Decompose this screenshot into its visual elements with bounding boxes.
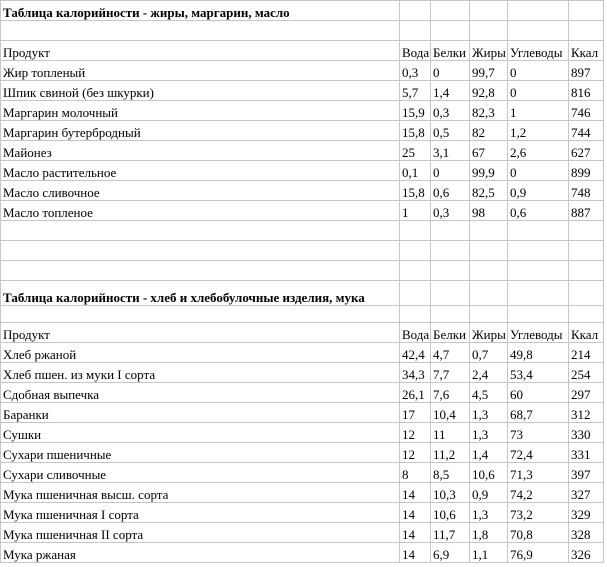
column-header-water[interactable]: Вода [400,323,431,343]
empty-cell[interactable] [508,221,569,241]
cell-product[interactable]: Сухари пшеничные [1,443,400,463]
cell-carbs[interactable]: 76,9 [508,543,569,563]
empty-cell[interactable] [400,221,431,241]
empty-cell[interactable] [470,1,508,21]
cell-protein[interactable]: 11,7 [431,523,470,543]
cell-fat[interactable]: 4,5 [470,383,508,403]
column-header-product[interactable]: Продукт [1,323,400,343]
column-header-product[interactable]: Продукт [1,41,400,61]
cell-product[interactable]: Мука пшеничная I сорта [1,503,400,523]
table-row [1,403,604,423]
cell-fat[interactable]: 99,7 [470,61,508,81]
cell-kcal[interactable]: 254 [569,363,604,383]
cell-carbs[interactable]: 73 [508,423,569,443]
cell-water[interactable]: 25 [400,141,431,161]
table-row [1,363,604,383]
section2-header-row [1,323,604,343]
cell-fat[interactable]: 92,8 [470,81,508,101]
empty-cell[interactable] [431,1,470,21]
cell-fat[interactable]: 1,1 [470,543,508,563]
empty-cell[interactable] [431,21,470,41]
cell-product[interactable]: Сушки [1,423,400,443]
empty-cell[interactable] [508,241,569,261]
section2-title-row [1,281,604,306]
empty-cell[interactable] [508,1,569,21]
cell-kcal[interactable]: 627 [569,141,604,161]
table-row [1,101,604,121]
cell-protein[interactable]: 6,9 [431,543,470,563]
empty-cell[interactable] [569,281,604,306]
cell-carbs[interactable]: 60 [508,383,569,403]
cell-carbs[interactable]: 0,6 [508,201,569,221]
cell-protein[interactable]: 0,6 [431,181,470,201]
empty-cell[interactable] [569,261,604,281]
cell-product[interactable]: Маргарин бутербродный [1,121,400,141]
cell-carbs[interactable]: 1 [508,101,569,121]
cell-water[interactable]: 5,7 [400,81,431,101]
cell-fat[interactable]: 1,3 [470,423,508,443]
column-header-fat[interactable]: Жиры [470,41,508,61]
cell-water[interactable]: 8 [400,463,431,483]
cell-water[interactable]: 14 [400,503,431,523]
cell-carbs[interactable]: 70,8 [508,523,569,543]
cell-kcal[interactable]: 328 [569,523,604,543]
cell-fat[interactable]: 10,6 [470,463,508,483]
section1-title[interactable]: Таблица калорийности - жиры, маргарин, масло [1,1,400,21]
cell-carbs[interactable]: 0,9 [508,181,569,201]
empty-cell[interactable] [400,281,431,306]
cell-carbs[interactable]: 0 [508,161,569,181]
blank-row [1,221,604,241]
empty-cell[interactable] [431,221,470,241]
cell-kcal[interactable]: 899 [569,161,604,181]
table-row [1,61,604,81]
cell-kcal[interactable]: 397 [569,463,604,483]
cell-carbs[interactable]: 1,2 [508,121,569,141]
column-header-fat[interactable]: Жиры [470,323,508,343]
section1-header-row [1,41,604,61]
column-header-protein[interactable]: Белки [431,323,470,343]
empty-cell[interactable] [400,1,431,21]
empty-cell[interactable] [431,261,470,281]
cell-product[interactable]: Майонез [1,141,400,161]
cell-kcal[interactable]: 312 [569,403,604,423]
cell-protein[interactable]: 0,3 [431,101,470,121]
cell-fat[interactable]: 82,5 [470,181,508,201]
cell-water[interactable]: 14 [400,523,431,543]
cell-water[interactable]: 34,3 [400,363,431,383]
cell-fat[interactable]: 1,4 [470,443,508,463]
cell-carbs[interactable]: 73,2 [508,503,569,523]
empty-cell[interactable] [569,221,604,241]
cell-water[interactable]: 17 [400,403,431,423]
cell-protein[interactable]: 7,7 [431,363,470,383]
cell-protein[interactable]: 1,4 [431,81,470,101]
cell-kcal[interactable]: 329 [569,503,604,523]
cell-product[interactable]: Хлеб ржаной [1,343,400,363]
section2-title[interactable]: Таблица калорийности - хлеб и хлебобулочные изделия, мука [1,281,400,306]
spreadsheet-body [1,1,604,563]
cell-product[interactable]: Масло топленое [1,201,400,221]
table-row [1,423,604,443]
table-row [1,523,604,543]
empty-cell[interactable] [569,21,604,41]
table-row [1,503,604,523]
column-header-carbs[interactable]: Углеводы [508,323,569,343]
empty-cell[interactable] [470,21,508,41]
empty-cell[interactable] [1,241,400,261]
blank-row [1,21,604,41]
table-row [1,181,604,201]
table-row [1,443,604,463]
cell-kcal[interactable]: 214 [569,343,604,363]
blank-row [1,306,604,323]
empty-cell[interactable] [431,281,470,306]
cell-protein[interactable]: 11,2 [431,443,470,463]
cell-kcal[interactable]: 816 [569,81,604,101]
cell-product[interactable]: Баранки [1,403,400,423]
empty-cell[interactable] [400,241,431,261]
empty-cell[interactable] [431,306,470,323]
cell-carbs[interactable]: 71,3 [508,463,569,483]
cell-water[interactable]: 14 [400,483,431,503]
cell-carbs[interactable]: 49,8 [508,343,569,363]
cell-fat[interactable]: 67 [470,141,508,161]
empty-cell[interactable] [569,1,604,21]
table-row [1,483,604,503]
cell-protein[interactable]: 0,5 [431,121,470,141]
cell-fat[interactable]: 98 [470,201,508,221]
cell-kcal[interactable]: 331 [569,443,604,463]
cell-water[interactable]: 15,8 [400,121,431,141]
cell-kcal[interactable]: 330 [569,423,604,443]
empty-cell[interactable] [569,241,604,261]
cell-fat[interactable]: 2,4 [470,363,508,383]
cell-water[interactable]: 15,8 [400,181,431,201]
empty-cell[interactable] [470,306,508,323]
empty-cell[interactable] [1,21,400,41]
table-row [1,543,604,563]
empty-cell[interactable] [431,241,470,261]
table-row [1,383,604,403]
blank-row [1,261,604,281]
blank-row [1,241,604,261]
cell-protein[interactable]: 10,3 [431,483,470,503]
column-header-kcal[interactable]: Ккал [569,41,604,61]
cell-fat[interactable]: 0,9 [470,483,508,503]
cell-product[interactable]: Масло сливочное [1,181,400,201]
cell-kcal[interactable]: 744 [569,121,604,141]
cell-carbs[interactable]: 68,7 [508,403,569,423]
cell-carbs[interactable]: 53,4 [508,363,569,383]
cell-water[interactable]: 0,1 [400,161,431,181]
cell-fat[interactable]: 1,8 [470,523,508,543]
empty-cell[interactable] [470,241,508,261]
cell-protein[interactable]: 10,4 [431,403,470,423]
cell-carbs[interactable]: 0 [508,61,569,81]
empty-cell[interactable] [400,261,431,281]
cell-fat[interactable]: 82 [470,121,508,141]
table-row [1,81,604,101]
cell-product[interactable]: Мука пшеничная высш. сорта [1,483,400,503]
cell-water[interactable]: 1 [400,201,431,221]
table-row [1,121,604,141]
cell-carbs[interactable]: 0 [508,81,569,101]
cell-product[interactable]: Жир топленый [1,61,400,81]
column-header-kcal[interactable]: Ккал [569,323,604,343]
table-row [1,463,604,483]
cell-protein[interactable]: 0 [431,161,470,181]
empty-cell[interactable] [400,21,431,41]
cell-kcal[interactable]: 297 [569,383,604,403]
empty-cell[interactable] [569,306,604,323]
cell-product[interactable]: Шпик свиной (без шкурки) [1,81,400,101]
cell-protein[interactable]: 4,7 [431,343,470,363]
cell-fat[interactable]: 82,3 [470,101,508,121]
cell-kcal[interactable]: 746 [569,101,604,121]
cell-kcal[interactable]: 887 [569,201,604,221]
cell-water[interactable]: 14 [400,543,431,563]
cell-fat[interactable]: 0,7 [470,343,508,363]
empty-cell[interactable] [508,281,569,306]
cell-protein[interactable]: 0 [431,61,470,81]
cell-protein[interactable]: 0,3 [431,201,470,221]
cell-carbs[interactable]: 74,2 [508,483,569,503]
cell-product[interactable]: Маргарин молочный [1,101,400,121]
column-header-water[interactable]: Вода [400,41,431,61]
empty-cell[interactable] [400,306,431,323]
cell-product[interactable]: Масло растительное [1,161,400,181]
empty-cell[interactable] [470,221,508,241]
cell-product[interactable]: Хлеб пшен. из муки I сорта [1,363,400,383]
table-row [1,161,604,181]
table-row [1,343,604,363]
cell-water[interactable]: 12 [400,423,431,443]
empty-cell[interactable] [1,306,400,323]
cell-carbs[interactable]: 2,6 [508,141,569,161]
empty-cell[interactable] [508,21,569,41]
table-row [1,201,604,221]
cell-fat[interactable]: 1,3 [470,503,508,523]
cell-protein[interactable]: 8,5 [431,463,470,483]
empty-cell[interactable] [1,221,400,241]
cell-kcal[interactable]: 327 [569,483,604,503]
cell-kcal[interactable]: 326 [569,543,604,563]
table-row [1,141,604,161]
empty-cell[interactable] [508,306,569,323]
cell-protein[interactable]: 11 [431,423,470,443]
cell-protein[interactable]: 7,6 [431,383,470,403]
empty-cell[interactable] [508,261,569,281]
cell-product[interactable]: Мука ржаная [1,543,400,563]
column-header-carbs[interactable]: Углеводы [508,41,569,61]
empty-cell[interactable] [470,281,508,306]
column-header-protein[interactable]: Белки [431,41,470,61]
cell-kcal[interactable]: 748 [569,181,604,201]
cell-kcal[interactable]: 897 [569,61,604,81]
cell-water[interactable]: 26,1 [400,383,431,403]
empty-cell[interactable] [1,261,400,281]
section1-title-row [1,1,604,21]
cell-carbs[interactable]: 72,4 [508,443,569,463]
cell-water[interactable]: 12 [400,443,431,463]
cell-product[interactable]: Мука пшеничная II сорта [1,523,400,543]
cell-product[interactable]: Сухари сливочные [1,463,400,483]
cell-fat[interactable]: 1,3 [470,403,508,423]
cell-product[interactable]: Сдобная выпечка [1,383,400,403]
cell-protein[interactable]: 10,6 [431,503,470,523]
cell-water[interactable]: 0,3 [400,61,431,81]
cell-water[interactable]: 42,4 [400,343,431,363]
empty-cell[interactable] [470,261,508,281]
cell-water[interactable]: 15,9 [400,101,431,121]
cell-fat[interactable]: 99,9 [470,161,508,181]
cell-protein[interactable]: 3,1 [431,141,470,161]
